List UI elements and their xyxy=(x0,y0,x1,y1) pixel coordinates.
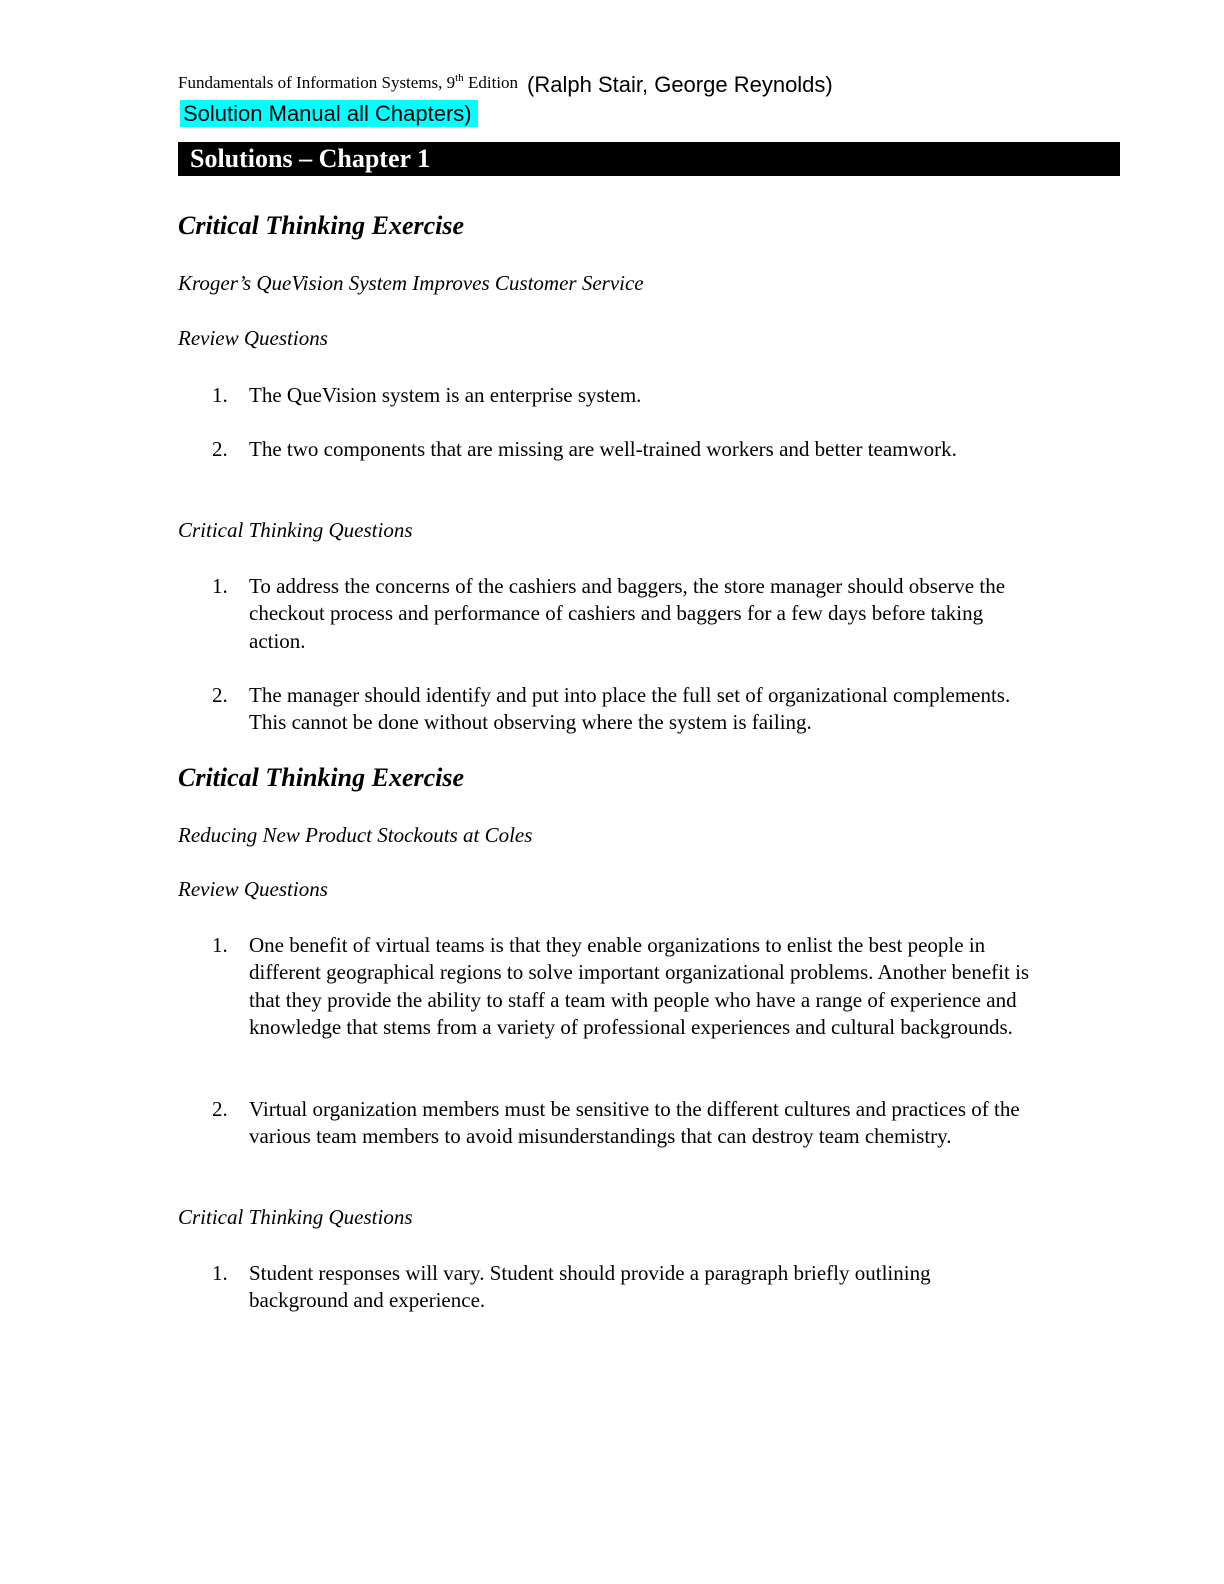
list-text: To address the concerns of the cashiers and baggers, the store manager should observe the checkout process and performance of cashiers and baggers for a few days before taking action. xyxy=(249,574,1006,653)
case-title: Kroger’s QueVision System Improves Customer Service xyxy=(178,271,644,295)
list-item xyxy=(212,682,1032,737)
list-item xyxy=(212,436,1032,463)
case-title: Reducing New Product Stockouts at Coles xyxy=(178,823,533,847)
highlighted-subtitle: Solution Manual all Chapters) xyxy=(180,100,478,127)
list-text: The QueVision system is an enterprise system. xyxy=(249,383,642,407)
section-heading: Critical Thinking Exercise xyxy=(178,211,465,240)
list-item xyxy=(212,932,1032,1041)
chapter-title: Solutions – Chapter 1 xyxy=(190,144,431,173)
book-title: Fundamentals of Information Systems, 9th Edition xyxy=(178,72,519,92)
list-number: 2. xyxy=(212,1097,228,1121)
list-number: 2. xyxy=(212,437,228,461)
list-item xyxy=(212,1260,1032,1315)
list-text: One benefit of virtual teams is that they enable organizations to enlist the best people in different geographical regions to solve important organizational problems. Another benefit is that they provide the ability to staff a team with people who have a range of experience and knowledge that stems from a variety of professional experiences and cultural backgrounds. xyxy=(249,933,1030,1039)
list-number: 1. xyxy=(212,383,228,407)
document-header xyxy=(178,72,833,98)
section-heading: Critical Thinking Exercise xyxy=(178,763,465,792)
edition-superscript: th xyxy=(455,72,464,84)
list-text: Virtual organization members must be sensitive to the different cultures and practices of the various team members to avoid misunderstandings that can destroy team chemistry. xyxy=(249,1097,1020,1149)
list-text: Student responses will vary. Student should provide a paragraph briefly outlining background and experience. xyxy=(249,1261,931,1313)
list-item xyxy=(212,1096,1032,1151)
list-number: 2. xyxy=(212,683,228,707)
critical-questions-label: Critical Thinking Questions xyxy=(178,518,413,542)
authors: (Ralph Stair, George Reynolds) xyxy=(527,72,833,97)
review-questions-label: Review Questions xyxy=(178,326,328,350)
list-text: The two components that are missing are well-trained workers and better teamwork. xyxy=(249,437,957,461)
list-number: 1. xyxy=(212,1261,228,1285)
list-item xyxy=(212,573,1032,655)
chapter-title-bar xyxy=(178,142,1120,176)
list-item xyxy=(212,382,1032,409)
list-number: 1. xyxy=(212,574,228,598)
list-number: 1. xyxy=(212,933,228,957)
critical-questions-label: Critical Thinking Questions xyxy=(178,1205,413,1229)
review-questions-label: Review Questions xyxy=(178,877,328,901)
list-text: The manager should identify and put into place the full set of organizational complements. This cannot be done without observing where the system is failing. xyxy=(249,683,1011,735)
